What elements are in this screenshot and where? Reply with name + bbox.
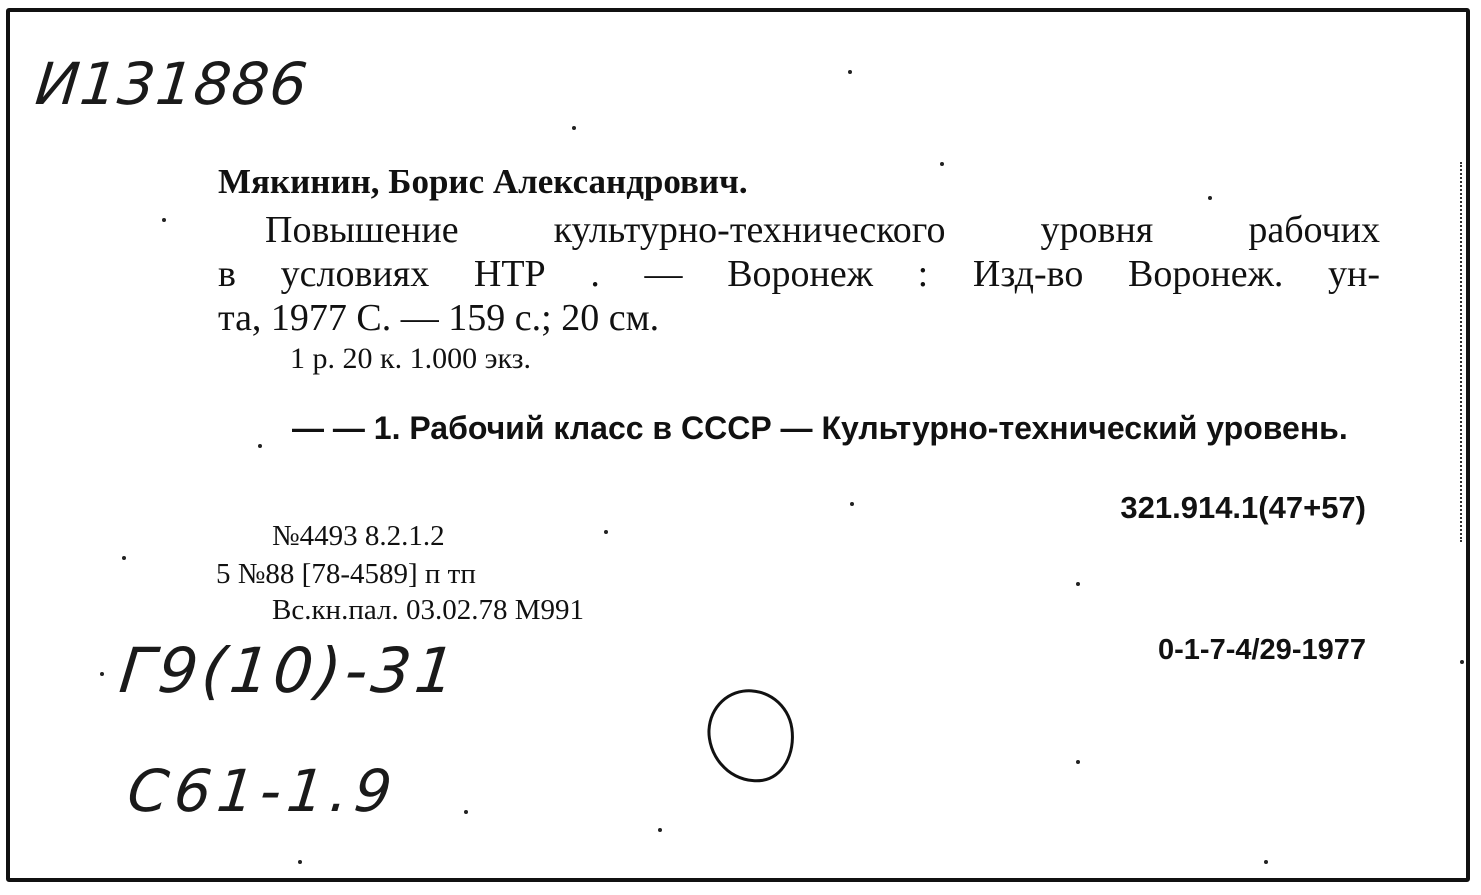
speck [464,810,468,814]
speck [940,162,944,166]
speck [122,556,126,560]
edge-marks [1454,162,1462,542]
author-heading: Мякинин, Борис Александрович. [218,162,748,201]
speck [604,530,608,534]
punch-hole [702,683,800,788]
speck [1460,660,1464,664]
speck [1264,860,1268,864]
title-line-1: Повышение культурно-технического уровня рабочих [265,209,1380,251]
inventory-number: И131886 [32,50,312,118]
catalog-card [6,8,1470,882]
catalog-code: 0-1-7-4/29-1977 [1158,634,1366,666]
udc-index: 321.914.1(47+57) [1120,490,1366,525]
speck [1208,196,1212,200]
speck [298,860,302,864]
price-and-copies: 1 р. 20 к. 1.000 экз. [290,342,531,375]
print-run: 5 №88 [78-4589] п тп [216,558,476,590]
subject-heading: — — 1. Рабочий класс в СССР — Культурно-технический уровень. [292,410,1348,446]
shelf-mark: С61-1.9 [124,757,402,825]
speck [850,502,854,506]
classification-code: Г9(10)-31 [116,634,463,707]
book-chamber-stamp: Вс.кн.пал. 03.02.78 М991 [272,594,584,626]
speck [848,70,852,74]
speck [658,828,662,832]
speck [258,444,262,448]
title-line-2: в условиях НТР . — Воронеж : Изд-во Воронеж. ун- [218,253,1380,295]
speck [100,672,104,676]
order-number: №4493 8.2.1.2 [272,520,445,552]
speck [1076,582,1080,586]
speck [572,126,576,130]
speck [1076,760,1080,764]
speck [162,218,166,222]
title-line-3: та, 1977 С. — 159 с.; 20 см. [218,297,660,339]
